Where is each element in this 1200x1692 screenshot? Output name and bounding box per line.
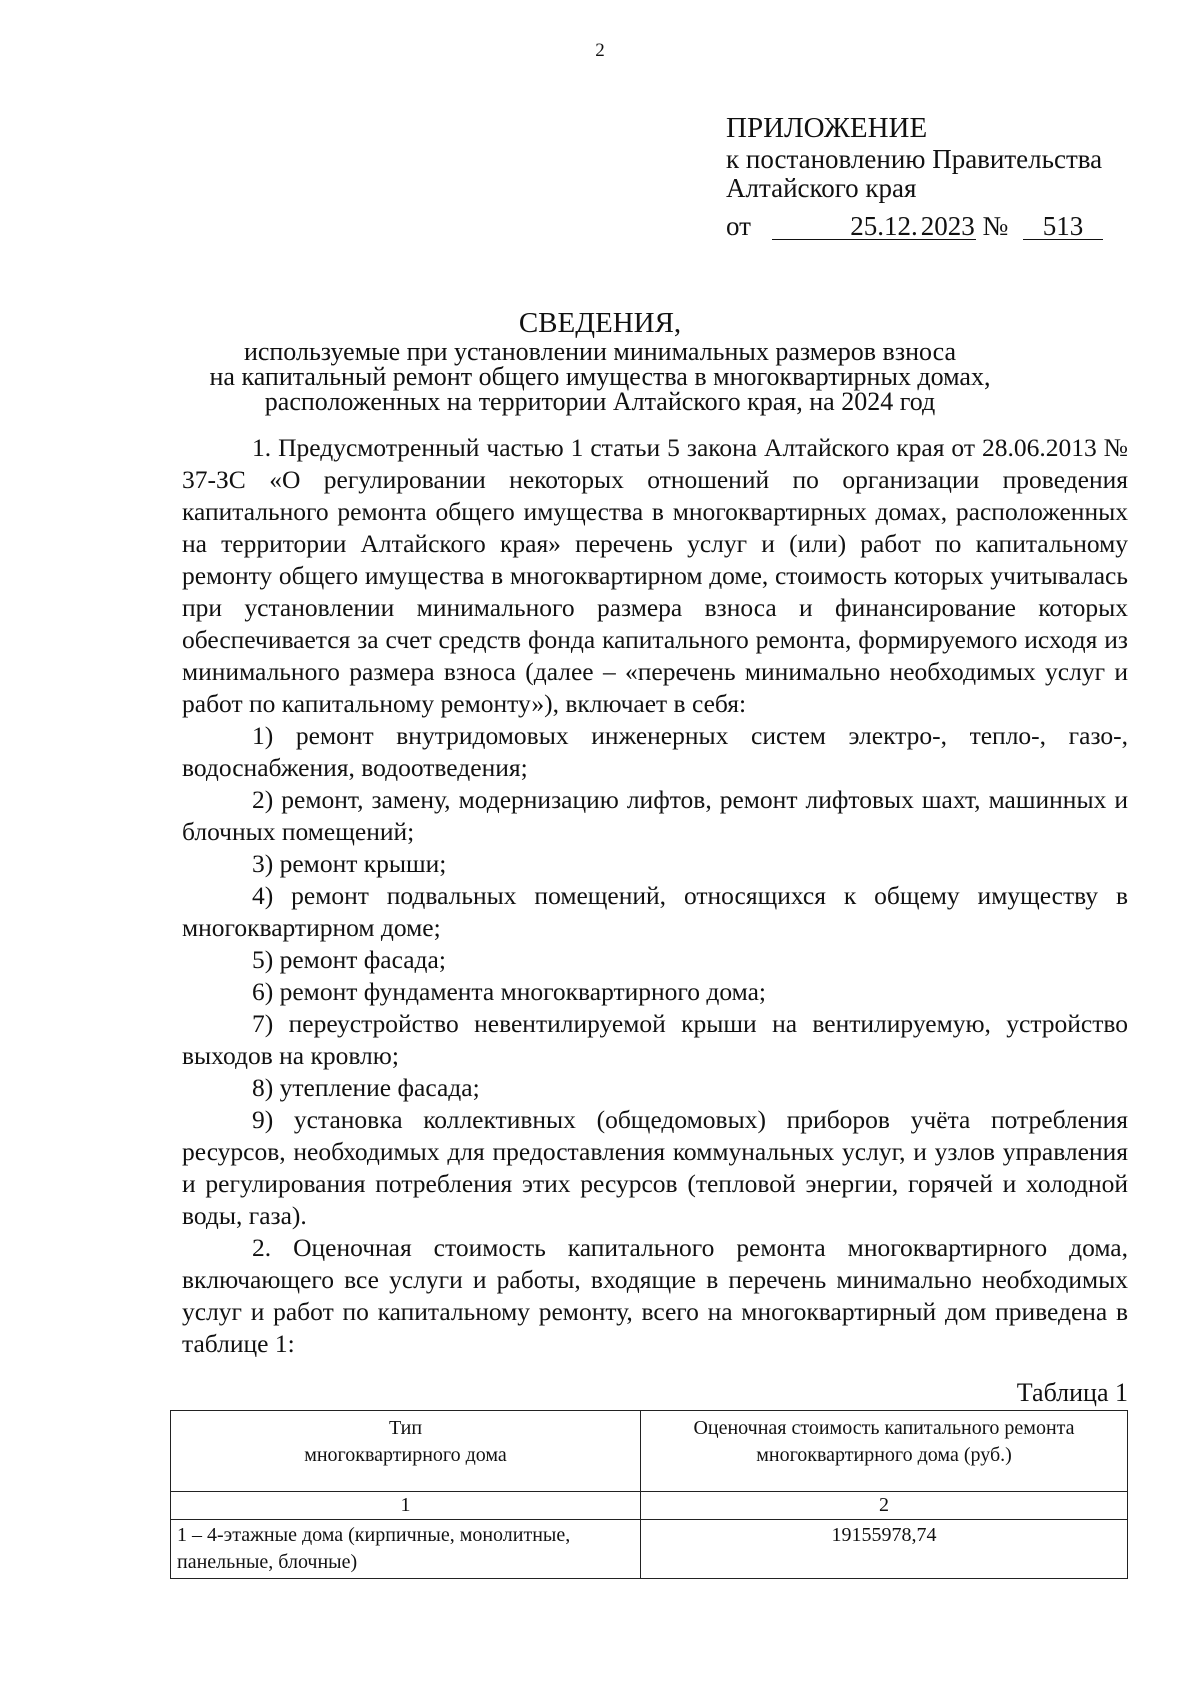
- heading-line-2: на капитальный ремонт общего имущества в многоквартирных домах,: [209, 362, 991, 391]
- decree-year: 2023: [920, 211, 975, 241]
- appendix-block: [726, 114, 1103, 241]
- table-header-cost: [641, 1411, 1128, 1492]
- document-body: [182, 432, 1128, 1360]
- table-header-row: [171, 1411, 1128, 1492]
- decree-number: 513: [1023, 214, 1103, 240]
- from-label: от: [726, 211, 751, 241]
- list-item-3: 3) ремонт крыши;: [252, 849, 447, 878]
- list-item-2: 2) ремонт, замену, модернизацию лифтов, ремонт лифтовых шахт, машинных и блочных помещений;: [182, 785, 1128, 846]
- appendix-line-2: Алтайского края: [726, 173, 917, 203]
- heading-line-3: расположенных на территории Алтайского края, на 2024 год: [264, 387, 936, 416]
- list-item-4: 4) ремонт подвальных помещений, относящихся к общему имуществу в многоквартирном доме;: [182, 881, 1128, 942]
- header-type-line-1: Тип: [388, 1417, 423, 1439]
- header-cost-line-1: Оценочная стоимость капитального ремонта: [693, 1417, 1075, 1439]
- number-sign: №: [982, 211, 1009, 241]
- table-row: [171, 1520, 1128, 1579]
- table-column-numbers-row: [171, 1492, 1128, 1520]
- appendix-date-line: [726, 212, 1103, 241]
- table-cell-type: 1 – 4-этажные дома (кирпичные, монолитные, панельные, блочные): [171, 1520, 641, 1579]
- list-item-5: 5) ремонт фасада;: [252, 945, 446, 974]
- list-item-7: 7) переустройство невентилируемой крыши на вентилируемую, устройство выходов на кровлю;: [182, 1009, 1128, 1070]
- list-item-9: 9) установка коллективных (общедомовых) приборов учёта потребления ресурсов, необходимых для предоставления коммунальных услуг, и узлов управления и регулирования потребления этих ресурсов (тепловой энергии, горячей и холодной воды, газа).: [182, 1105, 1128, 1230]
- paragraph-1: 1. Предусмотренный частью 1 статьи 5 закона Алтайского края от 28.06.2013 № 37-ЗС «О регулировании некоторых отношений по организации проведения капитального ремонта общего имущества в многоквартирных домах, расположенных на территории Алтайского края» перечень услуг и (или) работ по капитальному ремонту общего имущества в многоквартирном доме, стоимость которых учитывалась при установлении минимального размера взноса и финансирование которых обеспечивается за счет средств фонда капитального ремонта, формируемого исходя из минимального размера взноса (далее – «перечень минимально необходимых услуг и работ по капитальному ремонту»), включает в себя:: [182, 433, 1128, 718]
- appendix-title: ПРИЛОЖЕНИЕ: [726, 112, 928, 144]
- list-item-8: 8) утепление фасада;: [252, 1073, 480, 1102]
- page-number: 2: [595, 40, 605, 61]
- column-number-1: 1: [171, 1492, 641, 1520]
- cost-table: [170, 1410, 1128, 1579]
- list-item-6: 6) ремонт фундамента многоквартирного дома;: [252, 977, 766, 1006]
- heading-title: СВЕДЕНИЯ,: [518, 307, 682, 339]
- table-cell-cost: 19155978,74: [641, 1520, 1128, 1579]
- decree-date: 25.12.: [772, 214, 920, 240]
- list-item-1: 1) ремонт внутридомовых инженерных систем электро-, тепло-, газо-, водоснабжения, водоотведения;: [182, 721, 1128, 782]
- heading-line-1: используемые при установлении минимальных размеров взноса: [243, 337, 957, 366]
- paragraph-2: 2. Оценочная стоимость капитального ремонта многоквартирного дома, включающего все услуги и работы, входящие в перечень минимально необходимых услуг и работ по капитальному ремонту, всего на многоквартирный дом приведена в таблице 1:: [182, 1233, 1128, 1358]
- appendix-line-1: к постановлению Правительства: [726, 144, 1103, 174]
- header-cost-line-2: многоквартирного дома (руб.): [756, 1444, 1012, 1466]
- header-type-line-2: многоквартирного дома: [304, 1444, 507, 1466]
- column-number-2: 2: [641, 1492, 1128, 1520]
- table-caption: Таблица 1: [1016, 1378, 1128, 1407]
- document-heading: [0, 307, 1200, 414]
- table-header-type: [171, 1411, 641, 1492]
